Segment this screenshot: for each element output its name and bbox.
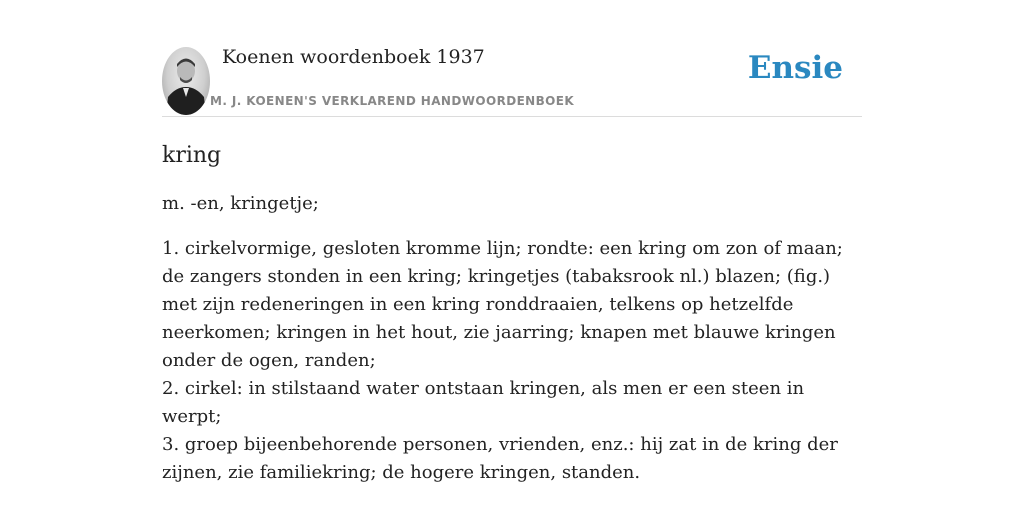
- sense-2: 2. cirkel: in stilstaand water ontstaan kringen, als men er een steen in werpt;: [162, 378, 805, 427]
- sense-3: 3. groep bijeenbehorende personen, vrienden, enz.: hij zat in de kring der zijnen, zie familiekring; de hogere kringen, standen.: [162, 434, 838, 483]
- ensie-logo-link[interactable]: Ensie: [747, 50, 843, 86]
- headword: kring: [162, 143, 222, 168]
- book-title: Koenen woordenboek 1937: [222, 46, 485, 68]
- grammar-info: m. -en, kringetje;: [162, 193, 319, 214]
- author-portrait: [162, 47, 210, 115]
- definition: [162, 235, 862, 487]
- sense-1: 1. cirkelvormige, gesloten kromme lijn; rondte: een kring om zon of maan; de zangers stonden in een kring; kringetjes (tabaksrook nl.) blazen; (fig.) met zijn redeneringen in een kring ronddraaien, telkens op hetzelfde neerkomen; kringen in het hout, zie jaarring; knapen met blauwe kringen onder de ogen, randen;: [162, 238, 843, 371]
- book-subtitle: M. J. KOENEN'S VERKLAREND HANDWOORDENBOEK: [210, 94, 575, 108]
- dictionary-header: [162, 40, 862, 117]
- entry-card: [162, 40, 862, 487]
- portrait-photo-icon: [162, 47, 210, 115]
